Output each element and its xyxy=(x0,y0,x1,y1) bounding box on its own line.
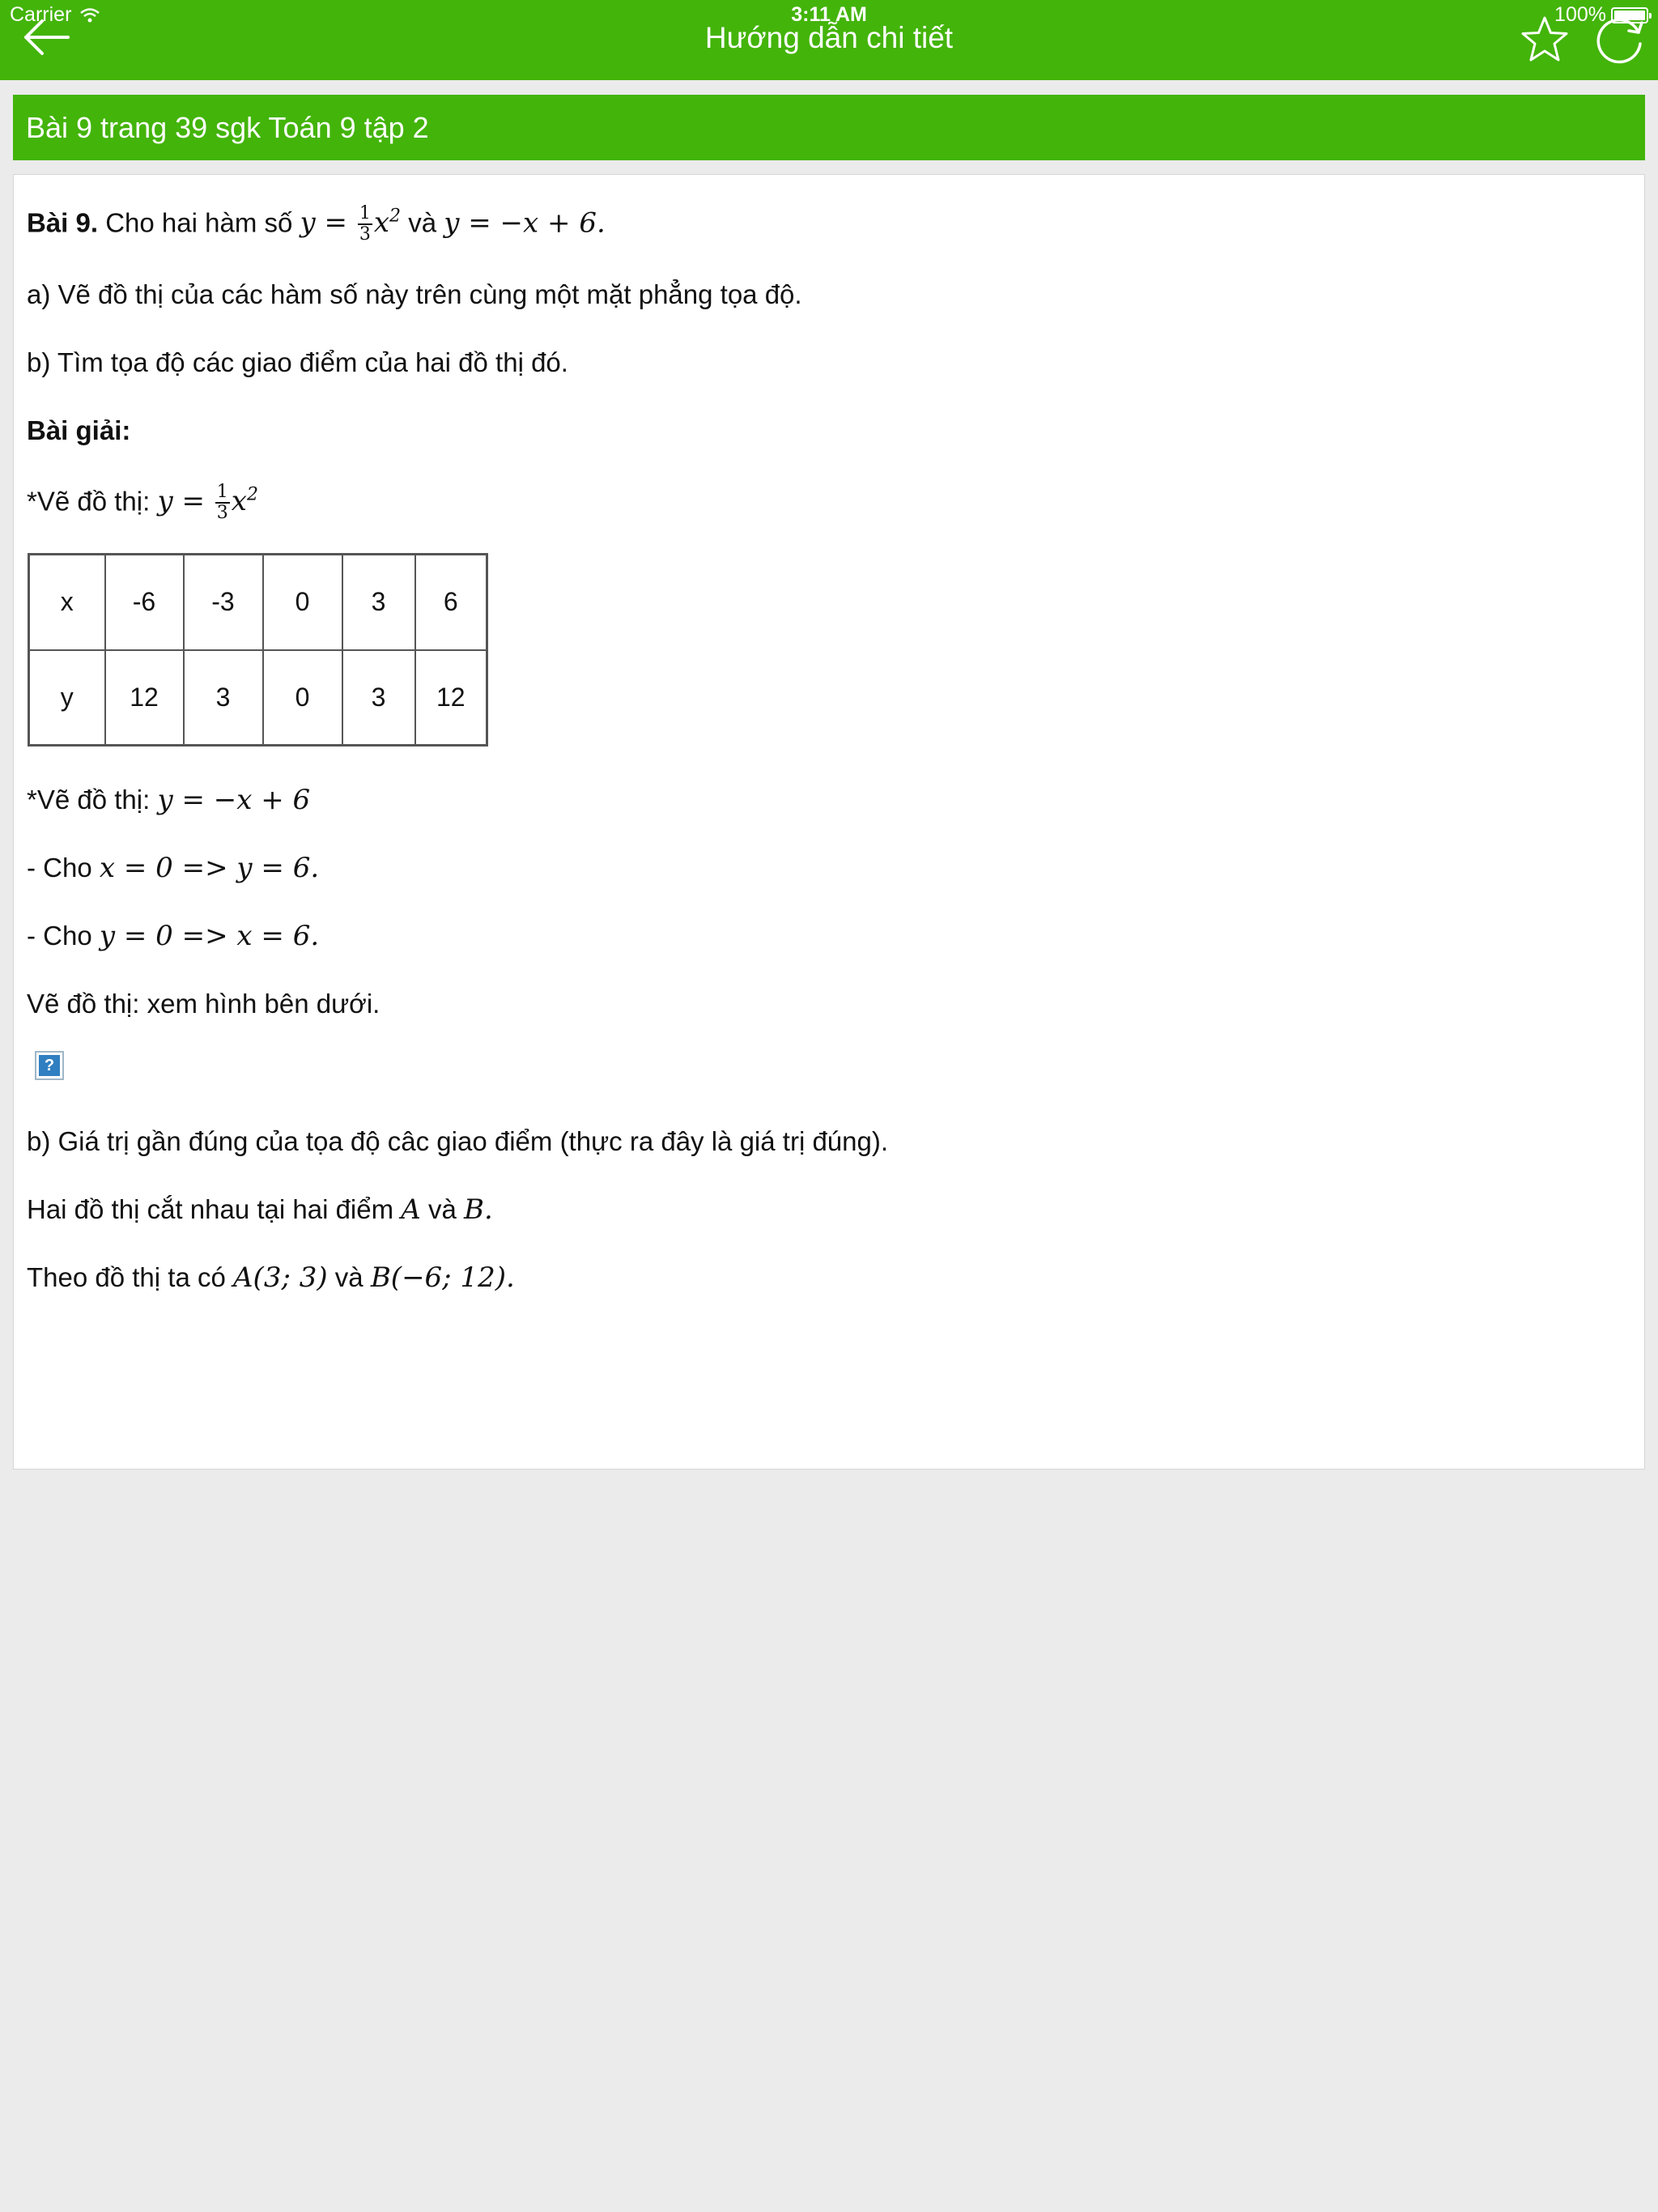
part-a: a) Vẽ đồ thị của các hàm số này trên cùng một mặt phẳng tọa độ. xyxy=(27,279,802,309)
intersection-statement: Hai đồ thị cắt nhau tại hai điểm A và B. xyxy=(27,1193,493,1226)
navigation-bar xyxy=(0,0,1658,80)
table-cell: 3 xyxy=(184,650,263,746)
intersection-coordinates: Theo đồ thị ta có A(3; 3) và B(−6; 12). xyxy=(27,1261,515,1294)
status-time: 3:11 AM xyxy=(791,3,867,26)
table-cell: 12 xyxy=(105,650,184,746)
lesson-title-bar xyxy=(13,95,1645,160)
part-b: b) Tìm tọa độ các giao điểm của hai đồ thị đó. xyxy=(27,347,568,377)
draw-graph-1: *Vẽ đồ thị: y = $\frac{1}{3}$ $x^2$ xyxy=(27,482,258,524)
table-cell: -6 xyxy=(105,555,184,650)
table-row-y xyxy=(29,650,487,746)
refresh-button[interactable] xyxy=(1592,13,1647,66)
table-header-x: x xyxy=(29,555,105,650)
solution-heading: Bài giải: xyxy=(27,415,131,445)
table-row-x xyxy=(29,555,487,650)
table-cell: 0 xyxy=(263,555,342,650)
table-cell: 6 xyxy=(415,555,487,650)
carrier-label: Carrier xyxy=(10,3,72,26)
table-cell: 12 xyxy=(415,650,487,746)
function-1: y = $\frac{1}{3}$ $x^2$ xyxy=(300,203,402,245)
table-cell: 3 xyxy=(342,555,415,650)
fraction: $\frac{1}{3}$ xyxy=(216,482,228,524)
problem-statement xyxy=(27,201,606,245)
refresh-icon xyxy=(1592,13,1647,66)
problem-label: Bài 9. xyxy=(27,207,99,238)
step-y-zero: - Cho y = 0 => x = 6. xyxy=(27,920,320,952)
broken-image-icon[interactable] xyxy=(35,1051,64,1080)
draw-graph-2: *Vẽ đồ thị: y = −x + 6 xyxy=(27,784,311,816)
value-table xyxy=(28,553,488,747)
see-figure-note: Vẽ đồ thị: xem hình bên dưới. xyxy=(27,989,380,1019)
page-title: Hướng dẫn chi tiết xyxy=(704,21,954,54)
content-card xyxy=(13,174,1645,1470)
function-1-repeat: y = $\frac{1}{3}$ $x^2$ xyxy=(157,482,258,524)
function-2: y = −x + 6. xyxy=(444,206,606,240)
step-x-zero: - Cho x = 0 => y = 6. xyxy=(27,852,320,884)
fraction: $\frac{1}{3}$ xyxy=(359,203,371,245)
table-cell: 0 xyxy=(263,650,342,746)
table-cell: 3 xyxy=(342,650,415,746)
answer-b: b) Giá trị gần đúng của tọa độ câc giao điểm (thực ra đây là giá trị đúng). xyxy=(27,1126,889,1156)
lesson-title: Bài 9 trang 39 sgk Toán 9 tập 2 xyxy=(26,110,429,144)
battery-percent: 100% xyxy=(1554,3,1606,26)
favorite-button[interactable] xyxy=(1519,15,1571,65)
question-mark-icon: ? xyxy=(39,1055,60,1076)
star-icon xyxy=(1519,15,1571,65)
problem-intro: Cho hai hàm số xyxy=(105,207,293,238)
table-header-y: y xyxy=(29,650,105,746)
table-cell: -3 xyxy=(184,555,263,650)
conjunction: và xyxy=(408,207,437,238)
